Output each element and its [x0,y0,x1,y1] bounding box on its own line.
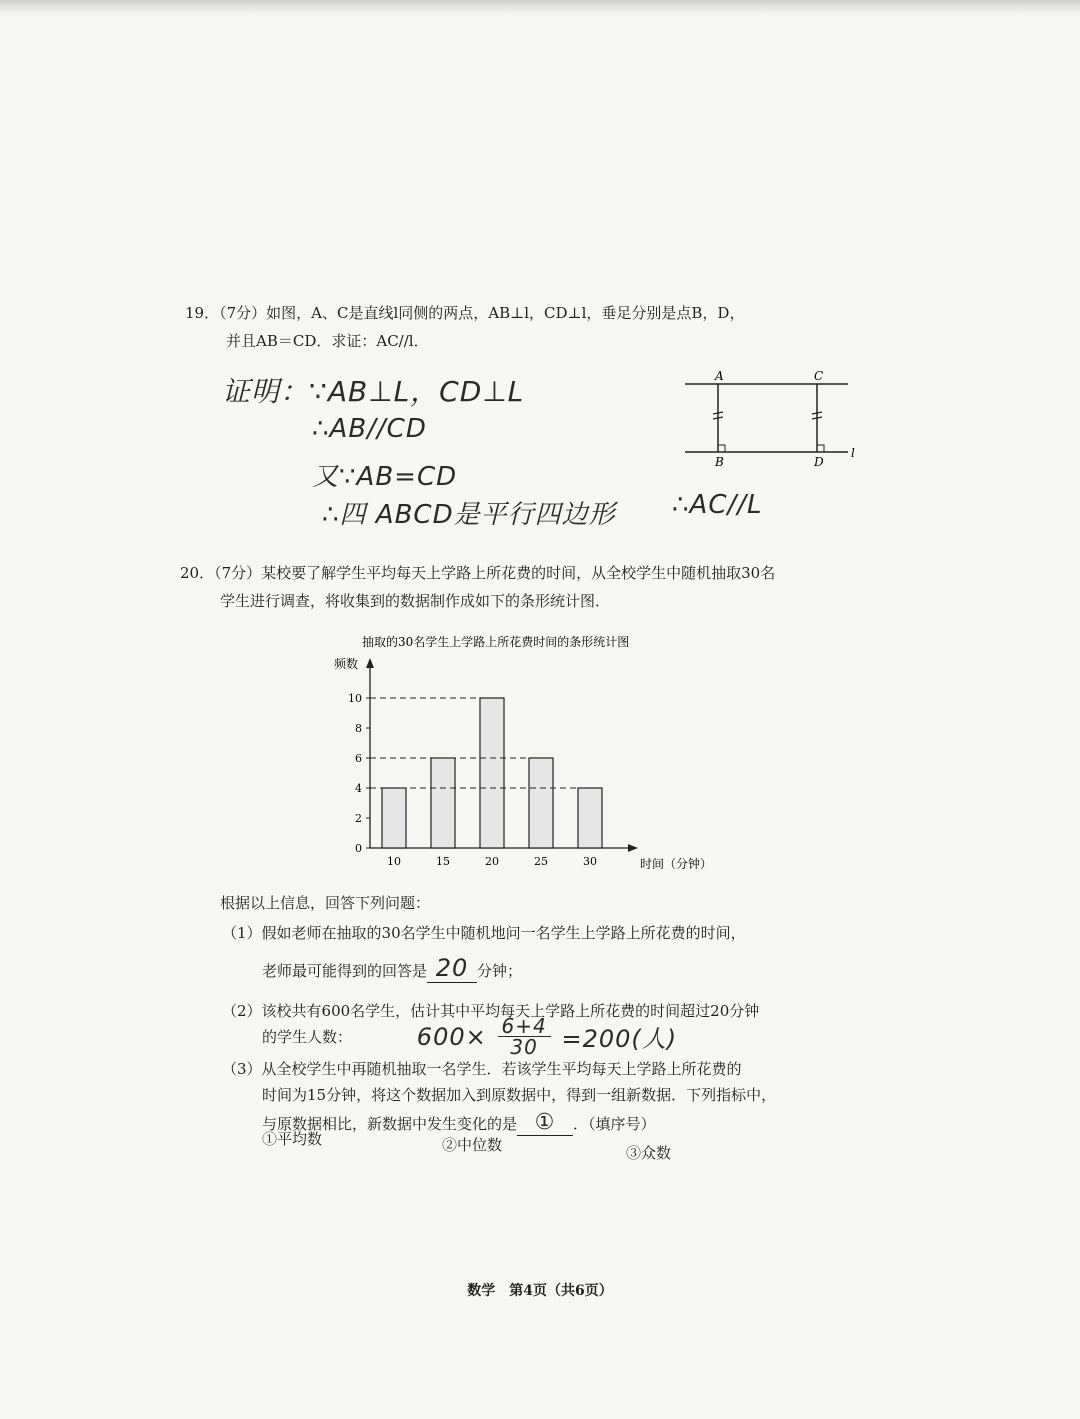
q19-figure [680,366,865,472]
y-tick-label: 8 [355,722,362,735]
q20-text-line2: 学生进行调查，将收集到的数据制作成如下的条形统计图． [220,592,611,610]
y-tick-label: 4 [355,782,362,795]
q20-part3-line2: 时间为15分钟，将这个数据加入到原数据中，得到一组新数据．下列指标中， [262,1086,777,1104]
bar-10 [382,788,406,848]
q20-part1-unit: 分钟； [477,962,523,980]
bar-30 [578,788,602,848]
chart-title: 抽取的30名学生上学路上所花费时间的条形统计图 [362,635,630,649]
x-tick-label: 10 [387,855,401,868]
bar-15 [431,758,455,848]
q20-part3-suffix: ．（填序号） [573,1115,656,1133]
q19-proof-conclusion: ∴AC//L [672,490,763,520]
q19-proof-line4: ∴四 ABCD是平行四边形 [322,500,616,530]
q20-part2-line1: （2）该校共有600名学生，估计其中平均每天上学路上所花费的时间超过20分钟 [222,1002,760,1020]
right-angle-d [817,445,824,452]
q20-part2-answer-a: 600× [416,1022,487,1051]
q19-proof-line1: 证明：∵AB⊥L，CD⊥L [222,375,525,408]
bar-20 [480,698,504,848]
y-tick-label: 10 [348,692,362,705]
bar-25 [529,758,553,848]
label-c: C [814,369,824,383]
q20-part1-text: 老师最可能得到的回答是 [262,962,428,980]
right-angle-b [718,445,725,452]
x-tick-label: 25 [534,855,548,868]
fraction-denominator: 30 [510,1035,538,1059]
label-a: A [715,369,724,383]
y-axis-arrow [366,658,374,668]
label-d: D [814,455,824,469]
option-mean: ①平均数 [262,1130,323,1148]
q20-part2-answer-b: =200(人) [561,1025,678,1053]
page-footer: 数学 第4页（共6页） [467,1283,613,1299]
fraction-numerator: 6+4 [498,1016,551,1037]
q20-part2-line2 [262,1016,677,1057]
q19-proof-line3: 又∵AB=CD [312,462,458,492]
label-b: B [715,455,724,469]
q20-intro: 根据以上信息，回答下列问题： [220,894,431,912]
x-axis-arrow [628,844,638,852]
q20-part2-text: 的学生人数： [262,1028,353,1046]
x-tick-label: 20 [485,855,499,868]
q20-part3-line1: （3）从全校学生中再随机抽取一名学生．若该学生平均每天上学路上所花费的 [222,1060,742,1078]
x-tick-label: 30 [583,855,597,868]
q20-part2-fraction [498,1016,551,1057]
q19-proof-line2: ∴AB//CD [312,414,427,444]
q19-text-line1: 19．（7分）如图，A、C是直线l同侧的两点，AB⊥l，CD⊥l，垂足分别是点B，D， [185,304,745,322]
q20-text-line1: 20．（7分）某校要了解学生平均每天上学路上所花费的时间，从全校学生中随机抽取30名 [180,564,776,582]
option-median: ②中位数 [442,1136,503,1154]
scan-edge [0,0,1080,14]
y-tick-label: 0 [355,842,362,855]
q20-part1-line1: （1）假如老师在抽取的30名学生中随机地问一名学生上学路上所花费的时间， [222,924,746,942]
y-tick-label: 6 [355,752,362,765]
y-tick-label: 2 [355,812,362,825]
label-l: l [851,446,855,460]
option-mode: ③众数 [626,1144,672,1162]
q20-part1-answer: 20 [427,954,477,983]
bar-chart [330,628,760,878]
q20-part3-answer: ① [517,1110,573,1136]
q20-part3-text: 与原数据相比，新数据中发生变化的是 [262,1115,518,1133]
x-axis-label: 时间（分钟） [640,857,713,871]
q20-part1-line2 [262,954,522,983]
y-axis-label: 频数 [334,657,359,671]
q19-text-line2: 并且AB＝CD．求证：AC//l． [226,332,429,350]
x-tick-label: 15 [436,855,450,868]
